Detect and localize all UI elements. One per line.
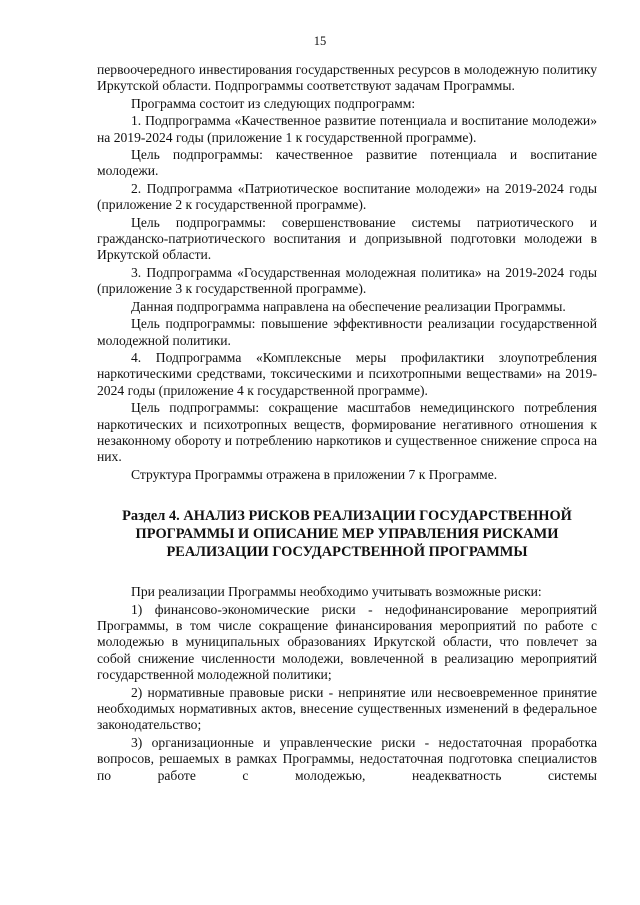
paragraph: При реализации Программы необходимо учитывать возможные риски: xyxy=(131,584,542,600)
paragraph: Цель подпрограммы: совершенствование системы патриотического и гражданско-патриотического воспитания и допризывной подготовки молодежи в Иркутской области. xyxy=(97,214,597,263)
paragraph: 4. Подпрограмма «Комплексные меры профилактики злоупотребления наркотическими средствами, токсическими и психотропными веществами» на 2019-2024 годы (приложение 4 к государственной программе). xyxy=(97,349,597,398)
paragraph: 2) нормативные правовые риски - непринятие или несвоевременное принятие необходимых нормативных актов, внесение существенных изменений в федеральное законодательство; xyxy=(97,684,597,733)
section-heading-line: Раздел 4. АНАЛИЗ РИСКОВ РЕАЛИЗАЦИИ ГОСУДАРСТВЕННОЙ xyxy=(122,508,572,525)
section-heading-line: РЕАЛИЗАЦИИ ГОСУДАРСТВЕННОЙ ПРОГРАММЫ xyxy=(166,544,528,561)
section-heading xyxy=(97,507,597,561)
section-heading-line: ПРОГРАММЫ И ОПИСАНИЕ МЕР УПРАВЛЕНИЯ РИСКАМИ xyxy=(135,526,559,543)
paragraph: Цель подпрограммы: сокращение масштабов немедицинского потребления наркотических и психотропных веществ, формирование негативного отношения к незаконному обороту и потреблению наркотиков и существенное снижение спроса на них. xyxy=(97,400,597,465)
paragraph: 1. Подпрограмма «Качественное развитие потенциала и воспитание молодежи» на 2019-2024 годы (приложение 1 к государственной программе). xyxy=(97,113,597,145)
paragraph: Цель подпрограммы: качественное развитие потенциала и воспитание молодежи. xyxy=(97,147,597,179)
page-number: 15 xyxy=(313,34,327,48)
paragraph: Цель подпрограммы: повышение эффективности реализации государственной молодежной политики. xyxy=(97,316,597,348)
document-body xyxy=(97,62,597,785)
paragraph: Программа состоит из следующих подпрограмм: xyxy=(131,95,416,111)
paragraph: 3. Подпрограмма «Государственная молодежная политика» на 2019-2024 годы (приложение 3 к государственной программе). xyxy=(97,264,597,297)
paragraph: 2. Подпрограмма «Патриотическое воспитание молодежи» на 2019-2024 годы (приложение 2 к государственной программе). xyxy=(97,180,597,213)
paragraph: 1) финансово-экономические риски - недофинансирование мероприятий Программы, в том числе сокращение финансирования мероприятий по работе с молодежью в муниципальных образованиях Иркутской области, что повлечет за собой снижение численности молодежи, вовлеченной в реализацию мероприятий государственной молодежной политики; xyxy=(97,601,597,683)
paragraph: первоочередного инвестирования государственных ресурсов в молодежную политику Иркутской области. Подпрограммы соответствуют задачам Программы. xyxy=(97,62,597,94)
paragraph: 3) организационные и управленческие риски - недостаточная проработка вопросов, решаемых в рамках Программы, недостаточная подготовка специалистов по работе с молодежью, неадекватность системы xyxy=(97,734,597,783)
paragraph: Данная подпрограмма направлена на обеспечение реализации Программы. xyxy=(131,298,566,314)
paragraph: Структура Программы отражена в приложении 7 к Программе. xyxy=(131,466,498,482)
